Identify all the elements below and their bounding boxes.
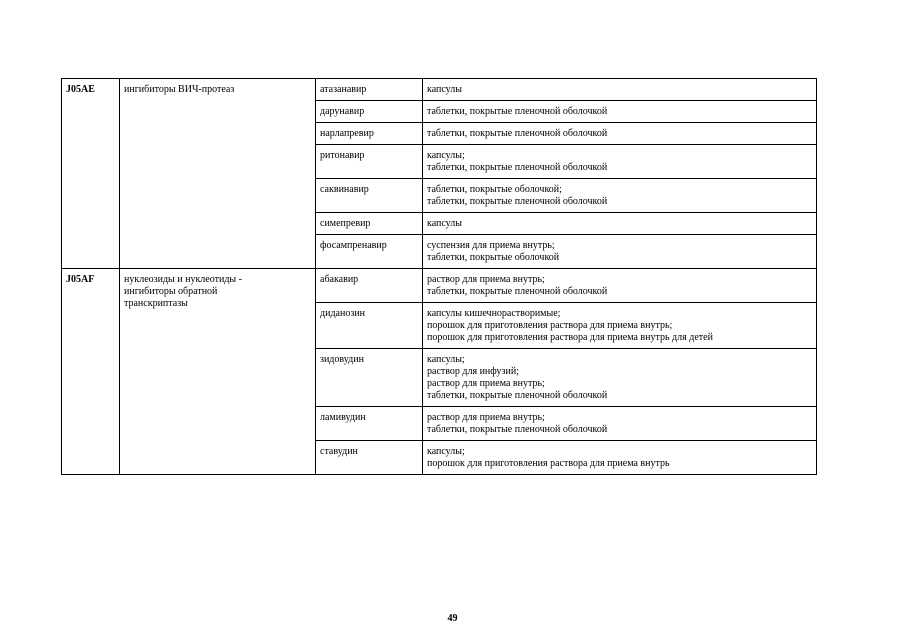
dosage-form-cell: [423, 349, 817, 407]
dosage-form-cell: [423, 79, 817, 101]
drug-name-cell: фосампренавир: [316, 235, 423, 269]
drug-group-name-line: транскриптазы: [124, 298, 188, 309]
dosage-form-line: таблетки, покрытые пленочной оболочкой: [427, 424, 608, 435]
dosage-form-line: таблетки, покрытые оболочкой: [427, 252, 560, 263]
page-number: 49: [447, 613, 458, 624]
drug-name-cell: диданозин: [316, 303, 423, 349]
drug-group-name-line: нуклеозиды и нуклеотиды -: [124, 274, 242, 285]
dosage-form-line: капсулы: [427, 84, 462, 95]
dosage-form-line: капсулы;: [427, 150, 465, 161]
dosage-form-cell: [423, 303, 817, 349]
dosage-form-line: раствор для приема внутрь;: [427, 378, 545, 389]
dosage-form-line: порошок для приготовления раствора для приема внутрь;: [427, 320, 673, 331]
dosage-form-line: капсулы кишечнорастворимые;: [427, 308, 561, 319]
atc-code-cell: J05AE: [62, 79, 120, 269]
drug-name-cell: дарунавир: [316, 101, 423, 123]
dosage-form-line: капсулы;: [427, 354, 465, 365]
dosage-form-line: раствор для приема внутрь;: [427, 274, 545, 285]
dosage-form-cell: [423, 179, 817, 213]
dosage-form-cell: [423, 145, 817, 179]
dosage-form-line: таблетки, покрытые оболочкой;: [427, 184, 562, 195]
dosage-form-cell: [423, 441, 817, 475]
drug-group-cell: [120, 269, 316, 475]
table-row: [62, 79, 817, 101]
dosage-form-line: таблетки, покрытые пленочной оболочкой: [427, 106, 608, 117]
dosage-form-cell: [423, 123, 817, 145]
dosage-form-line: раствор для приема внутрь;: [427, 412, 545, 423]
dosage-form-line: таблетки, покрытые пленочной оболочкой: [427, 286, 608, 297]
drug-name-cell: симепревир: [316, 213, 423, 235]
dosage-form-line: капсулы;: [427, 446, 465, 457]
dosage-form-line: таблетки, покрытые пленочной оболочкой: [427, 390, 608, 401]
drug-name-cell: зидовудин: [316, 349, 423, 407]
dosage-form-line: порошок для приготовления раствора для приема внутрь для детей: [427, 332, 713, 343]
dosage-form-cell: [423, 269, 817, 303]
drug-name-cell: нарлапревир: [316, 123, 423, 145]
drug-name-cell: ритонавир: [316, 145, 423, 179]
drug-name-cell: ламивудин: [316, 407, 423, 441]
dosage-form-cell: [423, 213, 817, 235]
dosage-form-cell: [423, 235, 817, 269]
table-row: [62, 269, 817, 303]
drug-name-cell: абакавир: [316, 269, 423, 303]
drug-group-name-line: ингибиторы обратной: [124, 286, 218, 297]
dosage-form-line: капсулы: [427, 218, 462, 229]
drug-group-cell: ингибиторы ВИЧ-протеаз: [120, 79, 316, 269]
dosage-form-line: раствор для инфузий;: [427, 366, 519, 377]
dosage-form-line: таблетки, покрытые пленочной оболочкой: [427, 128, 608, 139]
drug-name-cell: ставудин: [316, 441, 423, 475]
drug-table-body: [62, 79, 817, 475]
drug-name-cell: саквинавир: [316, 179, 423, 213]
drug-table: [61, 78, 817, 475]
dosage-form-line: порошок для приготовления раствора для приема внутрь: [427, 458, 670, 469]
dosage-form-line: таблетки, покрытые пленочной оболочкой: [427, 162, 608, 173]
atc-code-cell: J05AF: [62, 269, 120, 475]
drug-name-cell: атазанавир: [316, 79, 423, 101]
dosage-form-cell: [423, 101, 817, 123]
dosage-form-cell: [423, 407, 817, 441]
dosage-form-line: суспензия для приема внутрь;: [427, 240, 555, 251]
dosage-form-line: таблетки, покрытые пленочной оболочкой: [427, 196, 608, 207]
